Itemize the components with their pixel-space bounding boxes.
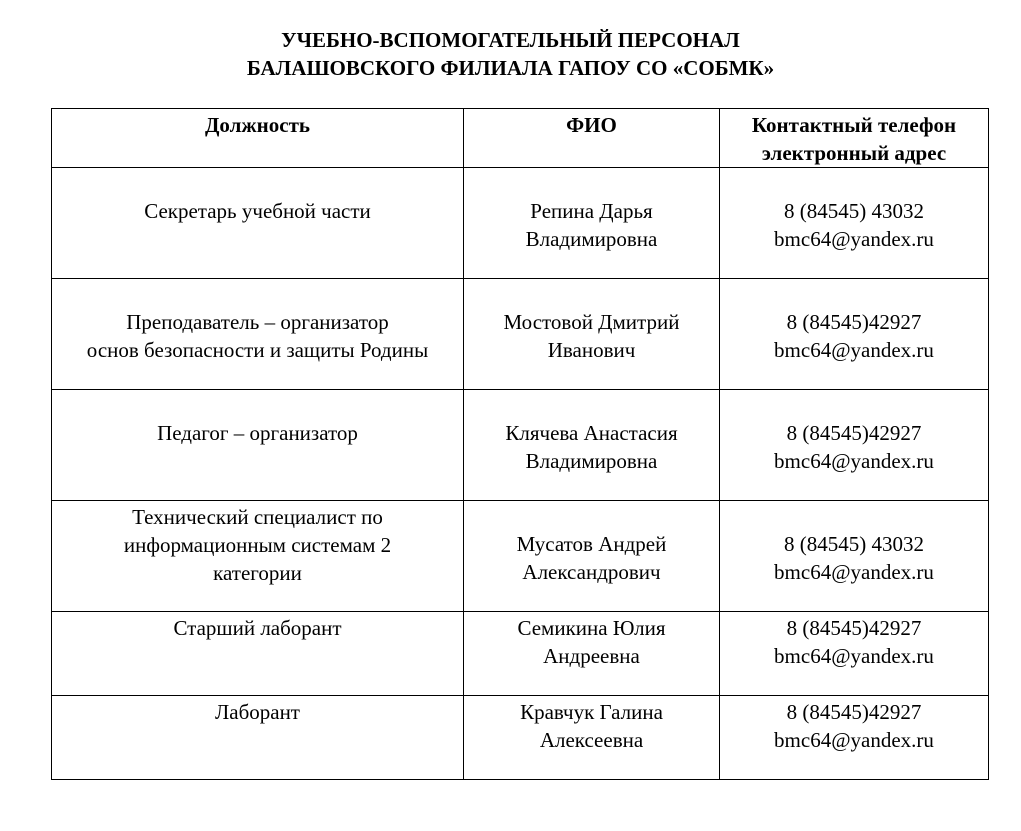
cell-position-line: Старший лаборант — [173, 616, 342, 640]
header-name: ФИО — [464, 109, 720, 168]
table-header-row — [52, 109, 989, 168]
cell-name-line: Иванович — [547, 338, 636, 362]
table-row — [52, 279, 989, 390]
cell-contact-line: 8 (84545) 43032 — [784, 199, 924, 223]
cell-name-line: Алексеевна — [539, 728, 644, 752]
cell-name-line: Кравчук Галина — [520, 700, 663, 724]
cell-name — [464, 696, 720, 780]
table-row — [52, 612, 989, 696]
cell-position-line: основ безопасности и защиты Родины — [86, 338, 429, 362]
cell-name-line: Репина Дарья — [530, 199, 653, 223]
cell-name-line: Семикина Юлия — [517, 616, 666, 640]
cell-contact-line: bmc64@yandex.ru — [774, 728, 934, 752]
staff-table — [51, 108, 989, 780]
cell-position — [52, 168, 464, 279]
document-title — [0, 26, 1021, 82]
cell-name-line: Мостовой Дмитрий — [503, 310, 680, 334]
cell-position-line: Секретарь учебной части — [144, 199, 371, 223]
header-position: Должность — [52, 109, 464, 168]
cell-name — [464, 501, 720, 612]
title-line: БАЛАШОВСКОГО ФИЛИАЛА ГАПОУ СО «СОБМК» — [246, 56, 775, 80]
cell-position-line: Лаборант — [215, 700, 300, 724]
cell-name — [464, 279, 720, 390]
table-row — [52, 696, 989, 780]
cell-contact-line: bmc64@yandex.ru — [774, 338, 934, 362]
cell-contact — [720, 501, 989, 612]
cell-position-line: Преподаватель – организатор — [126, 310, 389, 334]
cell-name — [464, 168, 720, 279]
cell-position-line: Технический специалист по — [132, 505, 383, 529]
cell-contact — [720, 696, 989, 780]
cell-position-line: информационным системам 2 — [123, 533, 392, 557]
header-contact — [720, 109, 989, 168]
cell-position — [52, 279, 464, 390]
cell-name-line: Александрович — [522, 560, 661, 584]
cell-name-line: Клячева Анастасия — [505, 421, 678, 445]
cell-contact-line: 8 (84545)42927 — [786, 421, 922, 445]
table-row — [52, 390, 989, 501]
cell-contact-line: 8 (84545) 43032 — [784, 532, 924, 556]
cell-contact-line: bmc64@yandex.ru — [774, 227, 934, 251]
cell-position-line: Педагог – организатор — [157, 421, 358, 445]
title-line: УЧЕБНО-ВСПОМОГАТЕЛЬНЫЙ ПЕРСОНАЛ — [281, 28, 740, 52]
cell-contact — [720, 168, 989, 279]
cell-contact-line: bmc64@yandex.ru — [774, 560, 934, 584]
header-contact-line: электронный адрес — [761, 141, 947, 165]
cell-contact-line: 8 (84545)42927 — [786, 700, 922, 724]
cell-contact — [720, 390, 989, 501]
cell-name-line: Владимировна — [525, 449, 658, 473]
cell-contact-line: 8 (84545)42927 — [786, 616, 922, 640]
cell-contact — [720, 612, 989, 696]
header-contact-line: Контактный телефон — [751, 113, 957, 137]
table-row — [52, 501, 989, 612]
cell-position — [52, 612, 464, 696]
cell-name-line: Андреевна — [543, 644, 640, 668]
cell-position — [52, 501, 464, 612]
cell-name-line: Владимировна — [525, 227, 658, 251]
cell-contact-line: bmc64@yandex.ru — [774, 449, 934, 473]
cell-position — [52, 390, 464, 501]
cell-name — [464, 612, 720, 696]
cell-name — [464, 390, 720, 501]
cell-contact-line: bmc64@yandex.ru — [774, 644, 934, 668]
cell-contact — [720, 279, 989, 390]
table-row — [52, 168, 989, 279]
cell-position — [52, 696, 464, 780]
cell-position-line: категории — [213, 561, 302, 585]
cell-contact-line: 8 (84545)42927 — [786, 310, 922, 334]
cell-name-line: Мусатов Андрей — [516, 532, 667, 556]
